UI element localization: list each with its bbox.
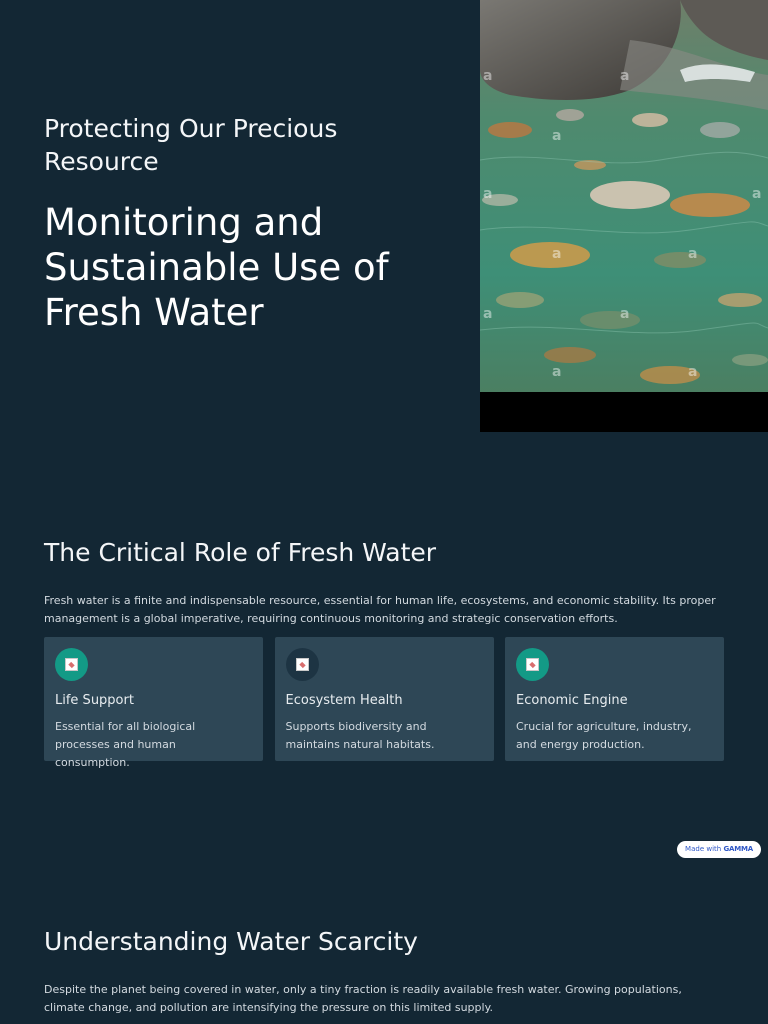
card-description: Essential for all biological processes and human consumption. (55, 720, 196, 769)
feature-cards (44, 637, 724, 769)
hero-text (44, 112, 444, 335)
watermark-a: a (552, 364, 562, 380)
badge-prefix: Made with (685, 845, 722, 853)
section-body-water-scarcity: Despite the planet being covered in water, only a tiny fraction is readily available fresh water. Growing populations, climate change, and pollution are intensifying the pressure on this limited supply. (44, 983, 682, 1014)
hero-image (480, 0, 768, 432)
section-title-water-scarcity: Understanding Water Scarcity (44, 927, 418, 956)
hero-title: Monitoring and Sustainable Use of Fresh Water (44, 201, 389, 334)
card-icon-badge (55, 648, 88, 681)
section-title-critical-role: The Critical Role of Fresh Water (44, 538, 437, 567)
broken-image-icon (65, 658, 78, 671)
watermark-a: a (552, 128, 562, 144)
gamma-logo: GAMMA (723, 845, 753, 853)
watermark-a: a (483, 186, 493, 202)
card-description: Crucial for agriculture, industry, and energy production. (516, 720, 692, 751)
broken-image-icon (296, 658, 309, 671)
watermark-a: a (620, 68, 630, 84)
watermark-a: a (483, 68, 493, 84)
watermark-a: a (552, 246, 562, 262)
card-icon-badge (516, 648, 549, 681)
hero-subtitle: Protecting Our Precious Resource (44, 114, 338, 176)
card-title: Ecosystem Health (285, 693, 403, 708)
card-economic-engine (505, 637, 724, 761)
card-ecosystem-health (275, 637, 494, 761)
card-description: Supports biodiversity and maintains natural habitats. (285, 720, 435, 751)
made-with-gamma-badge[interactable] (677, 841, 761, 858)
river-stones-photo (480, 0, 768, 392)
watermark-a: a (752, 186, 762, 202)
watermark-a: a (483, 306, 493, 322)
card-life-support (44, 637, 263, 769)
card-icon-badge (286, 648, 319, 681)
watermark-a: a (688, 246, 698, 262)
watermark-a: a (688, 364, 698, 380)
watermark-a: a (620, 306, 630, 322)
card-title: Life Support (55, 693, 134, 708)
card-title: Economic Engine (516, 693, 628, 708)
broken-image-icon (526, 658, 539, 671)
section-body-critical-role: Fresh water is a finite and indispensable resource, essential for human life, ecosystems, and economic stability. Its proper management is a global imperative, requiring continuous monitoring and strategic conservation efforts. (44, 594, 716, 625)
